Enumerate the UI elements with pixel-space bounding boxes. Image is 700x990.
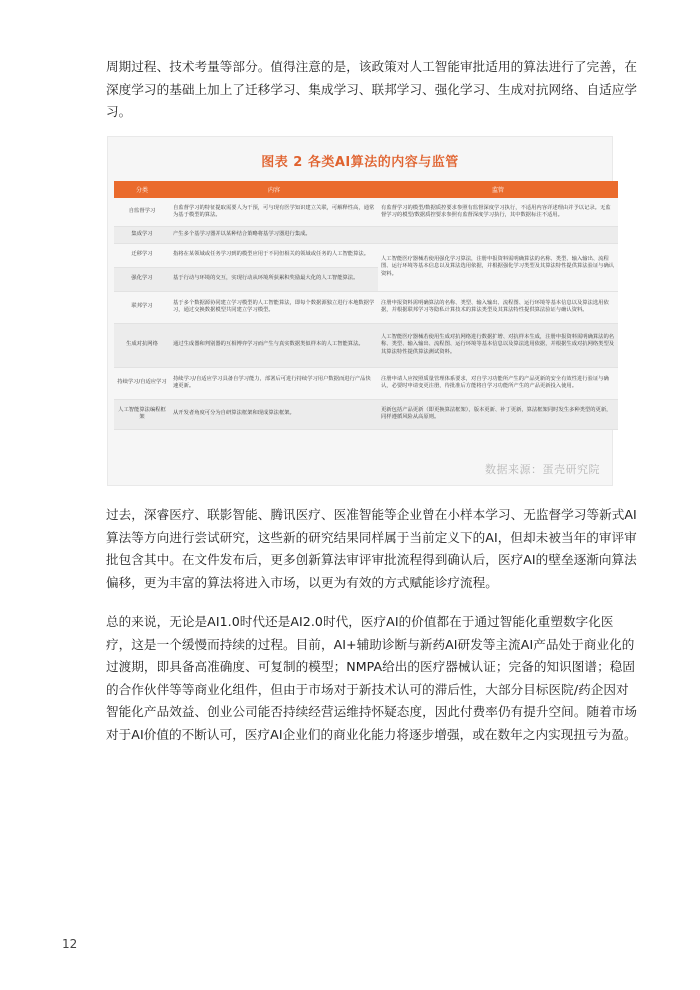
- cell-content: 指将在某领域或任务学习到的模型应用于不同但相关的领域或任务的人工智能算法。: [170, 243, 378, 267]
- algorithm-table: [114, 181, 618, 430]
- cell-category: 生成对抗网络: [114, 323, 170, 367]
- cell-regulation: 更新包括产品更新（即更换算法框架），版本更新、补丁更新，算法框架同时发生多种类型的更新，同样遵循风险从高原则。: [378, 399, 618, 429]
- table-row: [114, 367, 618, 399]
- cell-regulation: 人工智能医疗器械若使用强化学习算法，注册申报资料需明确算法的名称、类型、输入输出、流程图、运行环境等基本信息以及算法选用依据，并根据强化学习类型及其算法特性提供算法验证与确认资料。: [378, 243, 618, 291]
- cell-content: 产生多个基学习器并以某种结合策略将基学习器进行集成。: [170, 226, 378, 243]
- cell-content: 自监督学习的特征提取需要人为干预，可与现有医学知识建立关联，可解释性高，通常为基于模型的算法。: [170, 198, 378, 226]
- cell-content: 持续学习/自适应学习具备自学习能力，部署后可进行持续学习用户数据而进行产品快速更新。: [170, 367, 378, 399]
- table-row: [114, 226, 618, 243]
- table-row: [114, 323, 618, 367]
- table-row: [114, 399, 618, 429]
- cell-regulation: 注册申报资料需明确算法的名称、类型、输入输出、流程图、运行环境等基本信息以及算法选用依据，并根据联邦学习等隐私计算技术的算法类型及其算法特性提供算法验证与确认资料。: [378, 291, 618, 323]
- header-regulation: 监管: [378, 181, 618, 198]
- cell-category: 集成学习: [114, 226, 170, 243]
- cell-content: 通过生成器和判别器的互相博弈学习而产生与真实数据类似样本的人工智能算法。: [170, 323, 378, 367]
- paragraph-2: 过去，深睿医疗、联影智能、腾讯医疗、医准智能等企业曾在小样本学习、无监督学习等新式AI算法等方向进行尝试研究，这些新的研究结果同样属于当前定义下的AI，但却未被当年的审评审批包含其中。在文件发布后，更多创新算法审评审批流程得到确认后，医疗AI的壁垒逐渐向算法偏移，更为丰富的算法将进入市场，以更为有效的方式赋能诊疗流程。: [106, 507, 637, 590]
- cell-category: 持续学习/自适应学习: [114, 367, 170, 399]
- cell-category: 自监督学习: [114, 198, 170, 226]
- cell-regulation: 注册申请人应按照质量管理体系要求，对自学习功能所产生的产品更新的安全有效性进行验证与确认，必要时申请变更注册，待批准后方能将自学习功能所产生的产品更新投入使用。: [378, 367, 618, 399]
- cell-regulation: 有监督学习的模型/数据质控要求参照有监督深度学习执行，不适用内容详述理由并予以记录。无监督学习的模型/数据质控要求参照有监督深度学习执行，其中数据标注不适用。: [378, 198, 618, 226]
- paragraph-3: 总的来说，无论是AI1.0时代还是AI2.0时代，医疗AI的价值都在于通过智能化重塑数字化医疗，这是一个缓慢而持续的过程。目前，AI+辅助诊断与新药AI研发等主流AI产品处于商业化的过渡期，即具备高准确度、可复制的模型；NMPA给出的医疗器械认证；完备的知识图谱；稳固的合作伙伴等等商业化组件，但由于市场对于新技术认可的滞后性，大部分目标医院/药企因对智能化产品效益、创业公司能否持续经营运维持怀疑态度，因此付费率仍有提升空间。随着市场对于AI价值的不断认可，医疗AI企业们的商业化能力将逐步增强，或在数年之内实现扭亏为盈。: [106, 614, 638, 742]
- table-row: [114, 291, 618, 323]
- data-source-note: 数据来源：蛋壳研究院: [485, 463, 600, 476]
- table-row: [114, 243, 618, 267]
- paragraph-1: 周期过程、技术考量等部分。值得注意的是，该政策对人工智能审批适用的算法进行了完善，在深度学习的基础上加上了迁移学习、集成学习、联邦学习、强化学习、生成对抗网络、自适应学习。: [106, 59, 638, 119]
- cell-category: 联邦学习: [114, 291, 170, 323]
- header-category: 分类: [114, 181, 170, 198]
- cell-regulation: [378, 226, 618, 243]
- cell-category: 人工智能算法编程框架: [114, 399, 170, 429]
- figure-table-panel: [107, 136, 613, 486]
- figure-title: 图表 2 各类AI算法的内容与监管: [261, 155, 459, 170]
- table-row: [114, 198, 618, 226]
- table-header-row: [114, 181, 618, 198]
- cell-content: 从开发者角度可分为自研算法框架和现成算法框架。: [170, 399, 378, 429]
- cell-content: 基于行动与环境的交互，实现行动从环境所获累积奖励最大化的人工智能算法。: [170, 267, 378, 291]
- cell-content: 基于多个数据源协同建立学习模型的人工智能算法，即每个数据源独立进行本地数据学习，通过交换数据模型共同建立学习模型。: [170, 291, 378, 323]
- cell-category: 迁移学习: [114, 243, 170, 267]
- cell-regulation: 人工智能医疗器械若使用生成对抗网络进行数据扩增、对抗样本生成，注册申报资料需明确算法的名称、类型、输入输出、流程图、运行环境等基本信息以及算法选用依据，并根据生成对抗网络类型及其算法特性提供算法测试资料。: [378, 323, 618, 367]
- header-content: 内容: [170, 181, 378, 198]
- page-number: 12: [62, 937, 78, 951]
- cell-category: 强化学习: [114, 267, 170, 291]
